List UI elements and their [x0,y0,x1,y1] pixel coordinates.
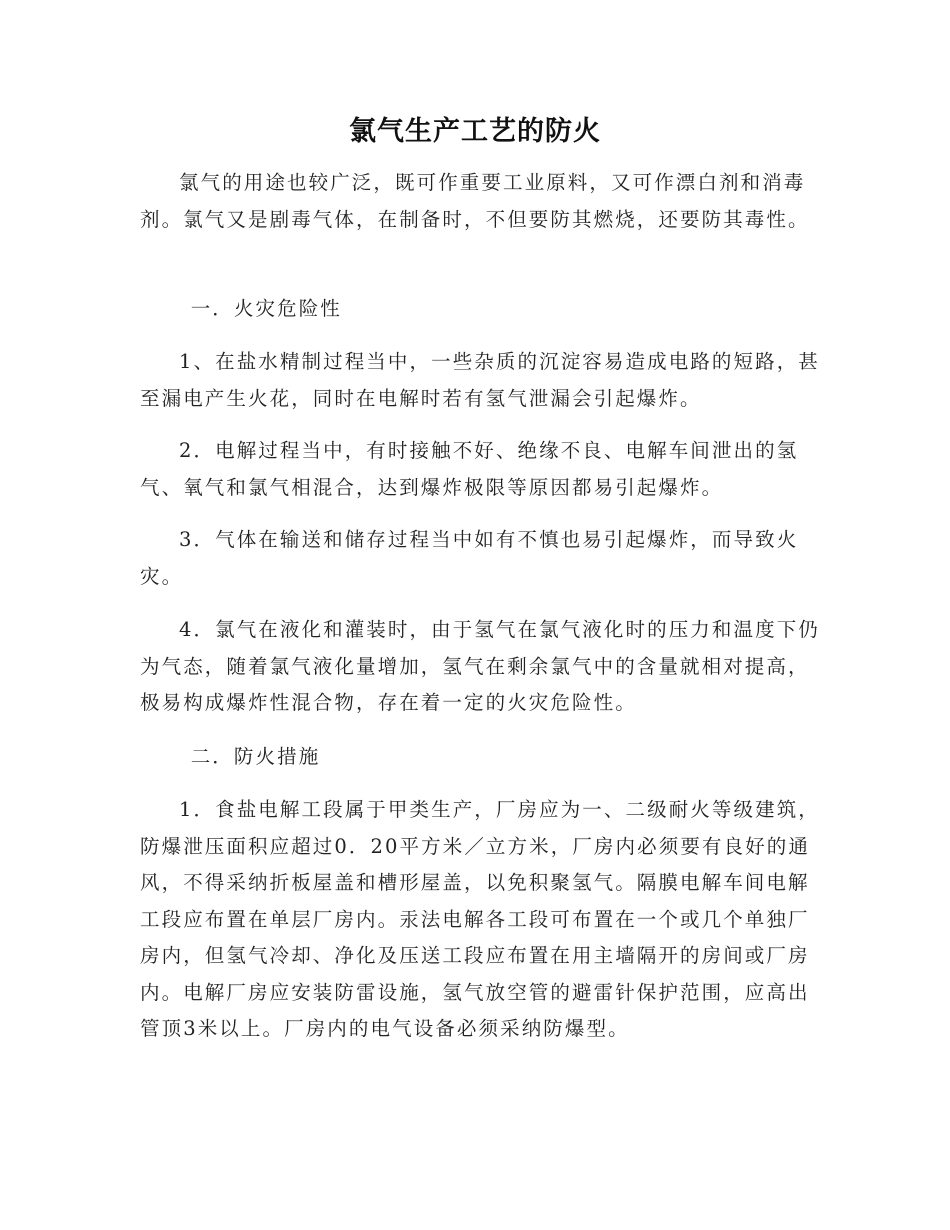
section-heading-fire-hazard: 一．火灾危险性 [190,297,342,320]
document-title: 氯气生产工艺的防火 [349,116,601,147]
intro-paragraph: 氯气的用途也较广泛，既可作重要工业原料，又可作漂白剂和消毒剂。氯气又是剧毒气体，在制备时，不但要防其燃烧，还要防其毒性。 [140,171,810,231]
prevention-paragraph-1: 1．食盐电解工段属于甲类生产，厂房应为一、二级耐火等级建筑，防爆泄压面积应超过0．20平方米／立方米，厂房内必须要有良好的通风，不得采纳折板屋盖和槽形屋盖，以免积聚氢气。隔膜电解车间电解工段应布置在单层厂房内。汞法电解各工段可布置在一个或几个单独厂房内，但氢气冷却、净化及压送工段应布置在用主墙隔开的房间或厂房内。电解厂房应安装防雷设施，氢气放空管的避雷针保护范围，应高出管顶3米以上。厂房内的电气设备必须采纳防爆型。 [140,798,820,1040]
section-heading-fire-prevention: 二．防火措施 [190,745,321,768]
hazard-paragraph-3: 3．气体在输送和储存过程当中如有不慎也易引起爆炸，而导致火灾。 [140,528,799,588]
hazard-paragraph-4: 4．氯气在液化和灌装时，由于氢气在氯气液化时的压力和温度下仍为气态，随着氯气液化量增加，氢气在剩余氯气中的含量就相对提高，极易构成爆炸性混合物，存在着一定的火灾危险性。 [140,618,820,714]
hazard-paragraph-2: 2．电解过程当中，有时接触不好、绝缘不良、电解车间泄出的氢气、氧气和氯气相混合，达到爆炸极限等原因都易引起爆炸。 [140,439,799,499]
hazard-paragraph-1: 1、在盐水精制过程当中，一些杂质的沉淀容易造成电路的短路，甚至漏电产生火花，同时在电解时若有氢气泄漏会引起爆炸。 [140,350,820,410]
